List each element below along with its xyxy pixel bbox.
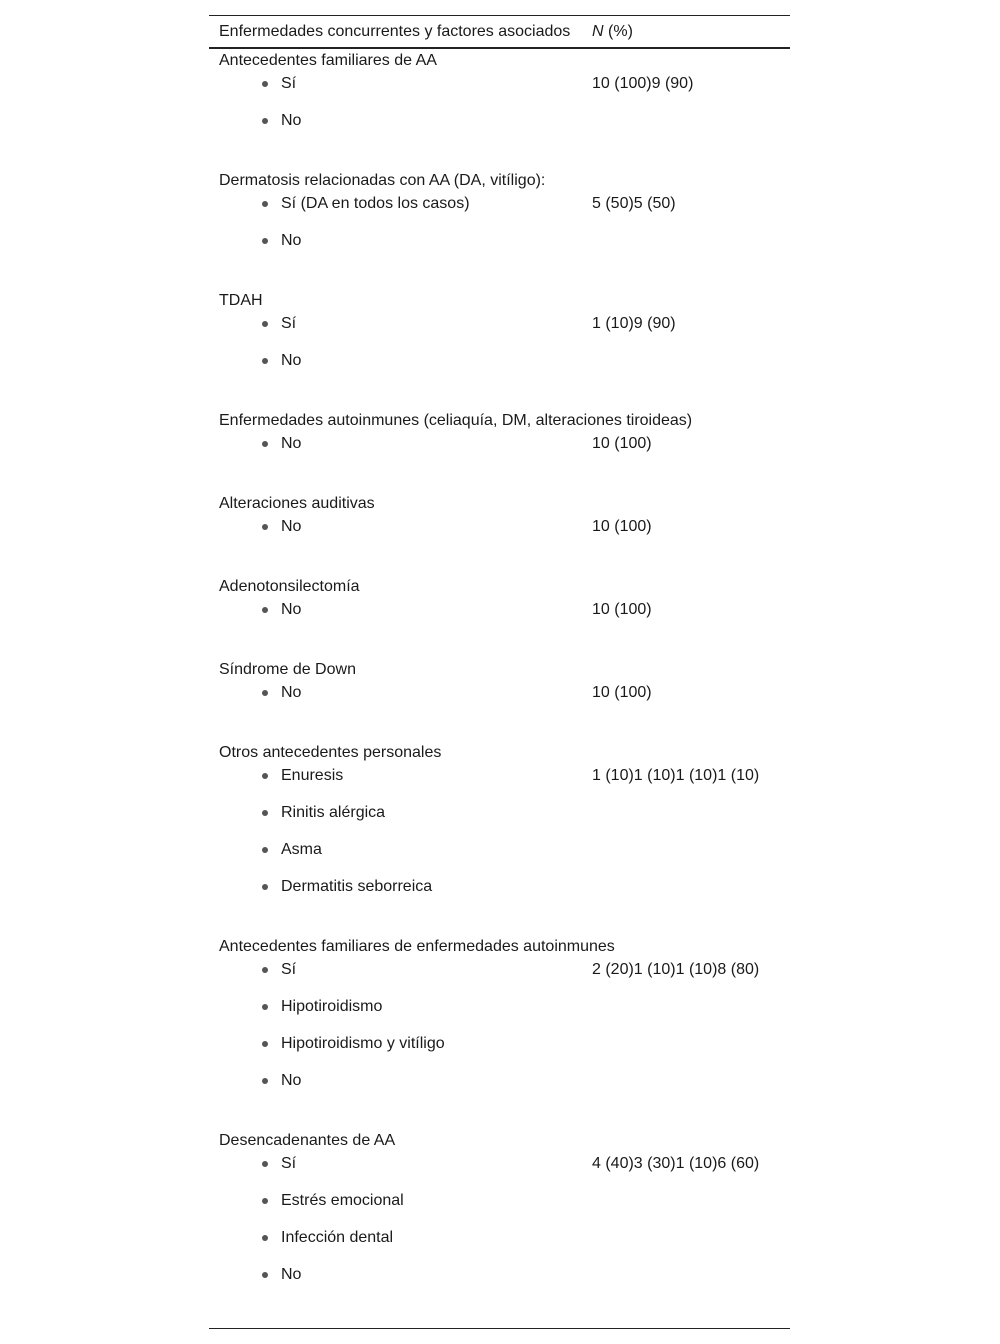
section-item-list [261,961,445,1109]
list-item-label: No [281,1072,302,1089]
list-item [261,601,301,638]
list-item-label: Sí [281,961,297,978]
section-item-list [261,195,470,269]
section-item-list [261,601,301,638]
section-item-list [261,75,301,149]
section-item-list [261,684,301,721]
bullet-icon [262,1041,268,1047]
section-value: 10 (100) [592,601,652,618]
bullet-icon [262,1004,268,1010]
list-item-label: No [281,112,302,129]
table-bottom-rule [209,1328,790,1329]
list-item [261,75,301,112]
section-title: Otros antecedentes personales [219,744,442,761]
list-item [261,232,470,269]
list-item-label: Asma [281,841,322,858]
section-title: TDAH [219,292,263,309]
bullet-icon [262,607,268,613]
bullet-icon [262,81,268,87]
table-header-row [209,16,790,47]
section-value: 10 (100)9 (90) [592,75,694,92]
list-item-label: Hipotiroidismo y vitíligo [281,1035,445,1052]
bullet-icon [262,358,268,364]
section-title: Antecedentes familiares de AA [219,52,437,69]
list-item-label: No [281,352,302,369]
list-item [261,315,301,352]
list-item-label: Dermatitis seborreica [281,878,433,895]
section-item-list [261,518,301,555]
section-value: 5 (50)5 (50) [592,195,676,212]
section-title: Adenotonsilectomía [219,578,360,595]
table-header-rule [209,47,790,49]
list-item-label: No [281,684,302,701]
list-item [261,518,301,555]
section-item-list [261,767,432,915]
list-item [261,767,432,804]
section-title: Desencadenantes de AA [219,1132,396,1149]
list-item [261,1035,445,1072]
list-item [261,195,470,232]
list-item-label: Infección dental [281,1229,394,1246]
bullet-icon [262,441,268,447]
section-item-list [261,1155,404,1303]
section-value: 10 (100) [592,684,652,701]
bullet-icon [262,118,268,124]
bullet-icon [262,847,268,853]
section-value: 1 (10)9 (90) [592,315,676,332]
section-value: 1 (10)1 (10)1 (10)1 (10) [592,767,760,784]
section-value: 2 (20)1 (10)1 (10)8 (80) [592,961,760,978]
list-item [261,1192,404,1229]
list-item [261,684,301,721]
list-item [261,1229,404,1266]
list-item-label: Sí [281,75,297,92]
list-item [261,841,432,878]
list-item-label: Sí [281,1155,297,1172]
header-col-conditions: Enfermedades concurrentes y factores asociados [219,23,571,40]
header-n-label: N [592,23,604,40]
bullet-icon [262,1272,268,1278]
bullet-icon [262,201,268,207]
header-pct-label: (%) [603,23,633,40]
section-title: Enfermedades autoinmunes (celiaquía, DM, alteraciones tiroideas) [219,412,693,429]
section-title: Síndrome de Down [219,661,356,678]
bullet-icon [262,238,268,244]
data-table [209,15,790,49]
list-item [261,1072,445,1109]
section-title: Antecedentes familiares de enfermedades autoinmunes [219,938,615,955]
list-item-label: No [281,232,302,249]
list-item-label: No [281,1266,302,1283]
section-title: Dermatosis relacionadas con AA (DA, vitíligo): [219,172,546,189]
list-item-label: No [281,518,302,535]
list-item-label: Estrés emocional [281,1192,404,1209]
bullet-icon [262,1078,268,1084]
list-item [261,112,301,149]
list-item-label: Hipotiroidismo [281,998,383,1015]
list-item-label: No [281,601,302,618]
bullet-icon [262,773,268,779]
list-item [261,435,301,472]
bullet-icon [262,967,268,973]
list-item-label: No [281,435,302,452]
section-value: 10 (100) [592,518,652,535]
list-item-label: Sí (DA en todos los casos) [281,195,470,212]
list-item-label: Enuresis [281,767,344,784]
list-item-label: Sí [281,315,297,332]
bullet-icon [262,321,268,327]
bullet-icon [262,690,268,696]
section-item-list [261,315,301,389]
section-value: 10 (100) [592,435,652,452]
list-item-label: Rinitis alérgica [281,804,386,821]
bullet-icon [262,1198,268,1204]
bullet-icon [262,1235,268,1241]
list-item [261,804,432,841]
section-value: 4 (40)3 (30)1 (10)6 (60) [592,1155,760,1172]
list-item [261,961,445,998]
bullet-icon [262,1161,268,1167]
list-item [261,1266,404,1303]
header-col-n-percent [592,23,633,41]
section-item-list [261,435,301,472]
bullet-icon [262,810,268,816]
list-item [261,352,301,389]
list-item [261,1155,404,1192]
bullet-icon [262,884,268,890]
bullet-icon [262,524,268,530]
list-item [261,998,445,1035]
list-item [261,878,432,915]
section-title: Alteraciones auditivas [219,495,375,512]
